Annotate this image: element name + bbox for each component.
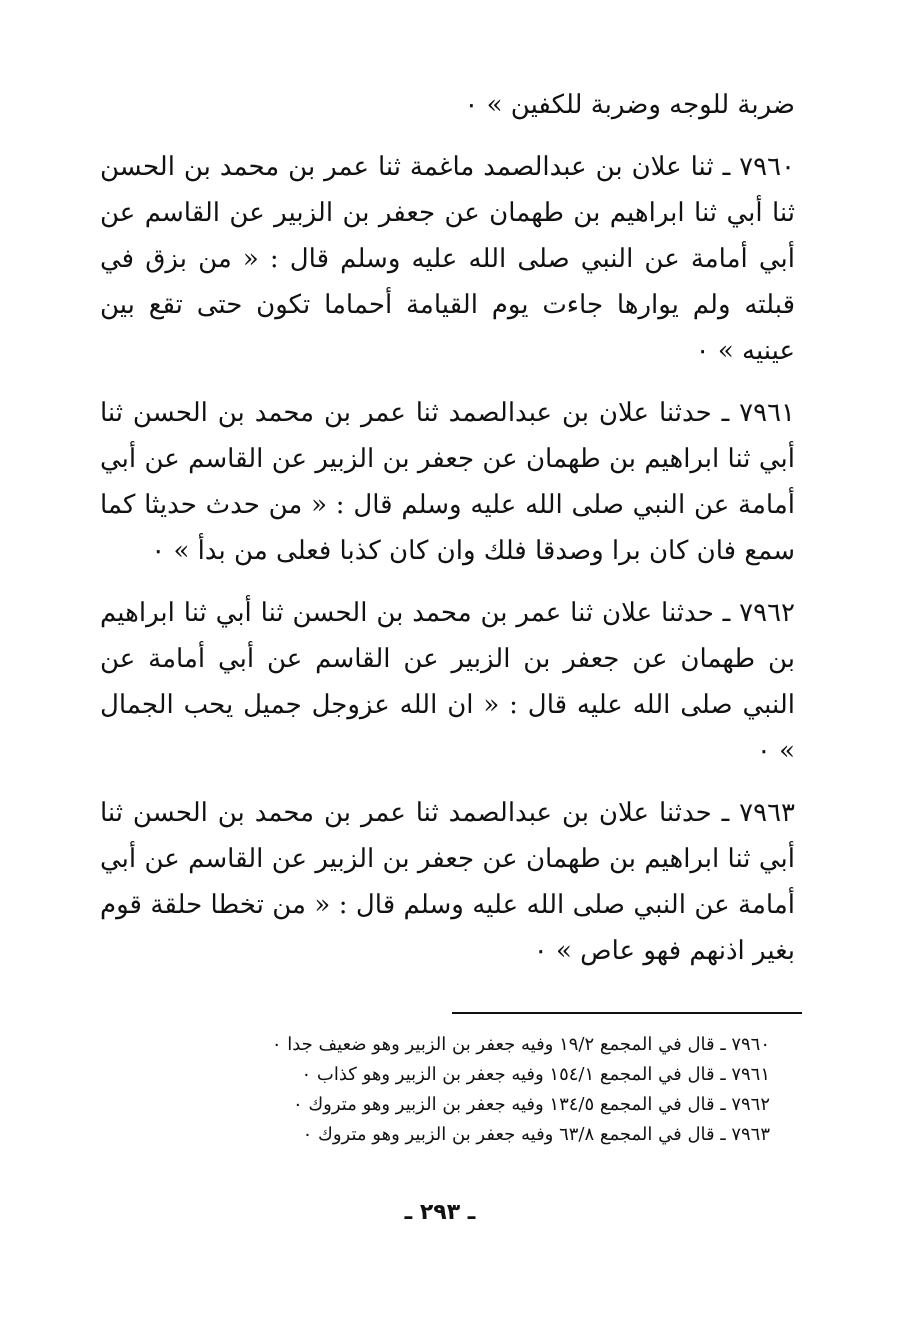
page-number: ـ ٢٩٣ ـ: [404, 1200, 476, 1225]
hadith-entry-7960: ٧٩٦٠ ـ ثنا علان بن عبدالصمد ماغمة ثنا عمر بن محمد بن الحسن ثنا أبي ثنا ابراهيم بن طهمان عن جعفر بن الزبير عن القاسم عن أبي أمامة عن النبي صلى الله عليه وسلم قال : « من بزق في قبلته ولم يوارها جاءت يوم القيامة أحماما تكون حتى تقع بين عينيه » ٠: [100, 152, 795, 366]
hadith-entry-7961: ٧٩٦١ ـ حدثنا علان بن عبدالصمد ثنا عمر بن محمد بن الحسن ثنا أبي ثنا ابراهيم بن طهمان عن جعفر بن الزبير عن القاسم عن أبي أمامة عن النبي صلى الله عليه وسلم قال : « من حدث حديثا كما سمع فان كان برا وصدقا فلك وان كان كذبا فعلى من بدأ » ٠: [100, 398, 795, 566]
footnote-7962: ٧٩٦٢ ـ قال في المجمع ١٣٤/٥ وفيه جعفر بن الزبير وهو متروك ٠: [292, 1094, 770, 1115]
footnotes-block: [110, 1030, 770, 1150]
hadith-entry-7962: ٧٩٦٢ ـ حدثنا علان ثنا عمر بن محمد بن الحسن ثنا أبي ثنا ابراهيم بن طهمان عن جعفر بن الزبير عن القاسم عن أبي أمامة عن النبي صلى الله عليه قال : « ان الله عزوجل جميل يحب الجمال » ٠: [100, 598, 795, 766]
footnote-7960: ٧٩٦٠ ـ قال في المجمع ١٩/٢ وفيه جعفر بن الزبير وهو ضعيف جدا ٠: [271, 1034, 770, 1055]
main-text-block: [100, 82, 795, 974]
hadith-entry-7963: ٧٩٦٣ ـ حدثنا علان بن عبدالصمد ثنا عمر بن محمد بن الحسن ثنا أبي ثنا ابراهيم بن طهمان عن جعفر بن الزبير عن القاسم عن أبي أمامة عن النبي صلى الله عليه وسلم قال : « من تخطا حلقة قوم بغير اذنهم فهو عاص » ٠: [100, 798, 795, 966]
footnote-7963: ٧٩٦٣ ـ قال في المجمع ٦٣/٨ وفيه جعفر بن الزبير وهو متروك ٠: [302, 1124, 770, 1145]
footnote-7961: ٧٩٦١ ـ قال في المجمع ١٥٤/١ وفيه جعفر بن الزبير وهو كذاب ٠: [301, 1064, 770, 1085]
footnote-divider: [452, 1012, 802, 1014]
continuation-line: ضربة للوجه وضربة للكفين » ٠: [464, 90, 795, 120]
